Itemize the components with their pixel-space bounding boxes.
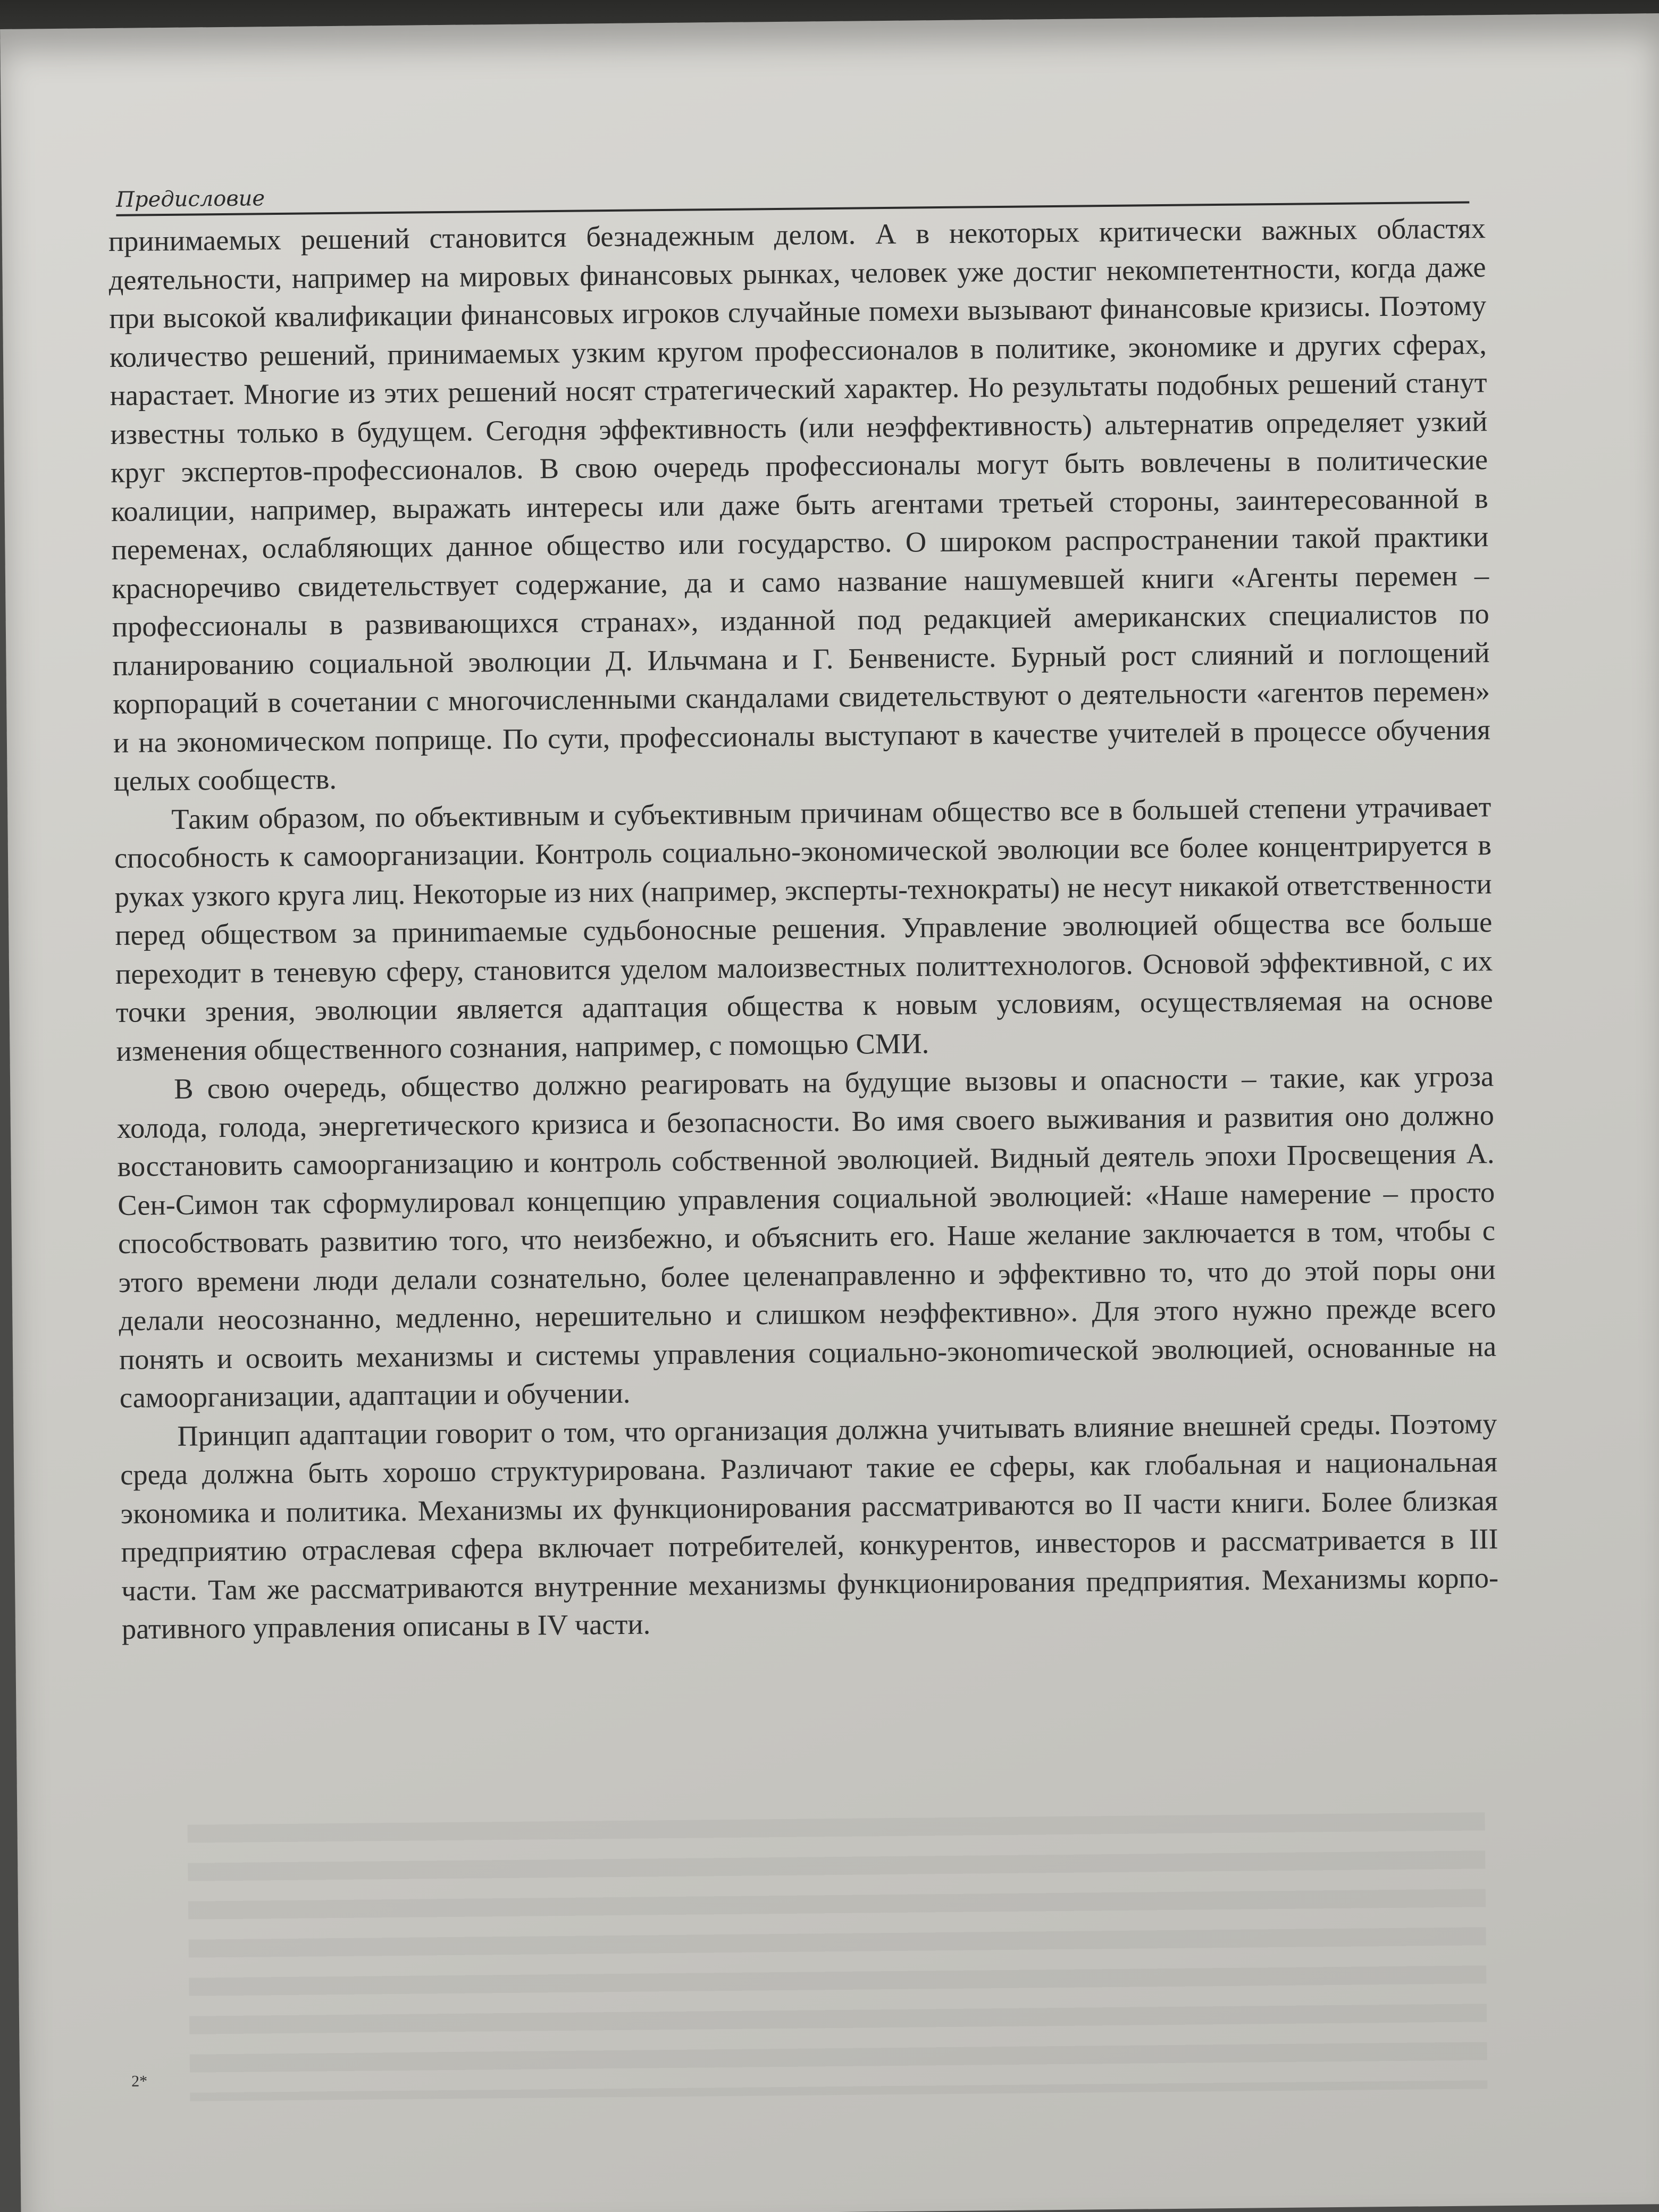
book-page: [0, 13, 1659, 2212]
show-through-bleed: [188, 1812, 1488, 2101]
signature-mark: 2*: [131, 2072, 148, 2090]
paragraph: Принцип адаптации говорит о том, что организация должна учитывать влияние внешней среды. Поэтому среда должна быть хорошо структурирована. Различают такие ее сферы, как глобальная и национальная экономика и политика. Механизмы их функционирования рассматриваются во II части книги. Более близкая предприятию отраслевая сфера включает потребителей, конкурентов, инвесторов и рассматривается в III части. Там же рассматриваются внутренние механизмы функционирования предприятия. Механизмы корпоративного управления описаны в IV части.: [120, 1406, 1499, 1645]
body-text: [108, 209, 1499, 1648]
paragraph: В свою очередь, общество должно реагировать на будущие вызовы и опасности – такие, как угроза холода, голода, энергетического кризиса и безопасности. Во имя своего выживания и развития оно должно восстановить самоорганизацию и контроль собственной эволюцией. Видный деятель эпохи Просвещения А. Сен-Симон так сформулировал концепцию управления социальной эволюцией: «Наше намерение – просто способствовать развитию того, что неизбежно, и объяснить его. Наше желание заключается в том, чтобы с этого времени люди делали сознательно, более целенаправленно и эффективно то, что до этой поры они делали неосознанно, медленно, нерешительно и слишком неэффективно». Для этого нужно прежде всего понять и освоить механизмы и системы управления социально-эконоmической эволюцией, основанные на самоорганизации, адаптации и обучении.: [116, 1060, 1497, 1414]
running-header: [116, 158, 1470, 216]
paragraph: Таким образом, по объективным и субъективным причинам общество все в большей степени утрачивает способность к самоорганизации. Контроль социально-экономической эволюции все более концентрируется в руках узкого круга лиц. Некоторые из них (например, эксперты-технократы) не несут никакой ответственности перед обществом за приниmaемые судьбоносные решения. Управление эволюцией общества все больше переходит в теневую сферу, становится уделом малоизвестных политтехнологов. Основой эффективной, с их точки зрения, эволюции является адаптация общества к новым условиям, осуществляемая на основе изменения общественного сознания, например, с помощью СМИ.: [114, 790, 1493, 1067]
paragraph: принимаемых решений становится безнадежным делом. А в некоторых критически важных областях деятельности, например на мировых финансовых рынках, человек уже достиг некомпетентности, когда даже при высокой квалификации финансовых игроков случайные помехи вызывают финансовые кризисы. Поэтому количество решений, принимаемых узким кругом профессионалов в политике, экономике и других сферах, нарастает. Многие из этих решений носят стратегический характер. Но результаты подобных решений станут известны только в будущем. Сегодня эффективность (или неэффективность) альтернатив определяет узкий круг экспертов-профессионалов. В свою очередь профессионалы могут быть вовлечены в политические коалиции, например, выражать интересы или даже быть агентами третьей стороны, заинтересованной в переменах, ослабляющих данное общество или государство. О широком распространении такой практики красноречиво свидетельствует содержание, да и само название нашумевшей книги «Агенты перемен – профессионалы в развивающихся странах», изданной под редакцией американских специалистов по планированию социальной эволюции Д. Ильчмана и Г. Бенвенисте. Бурный рост слияний и поглощений корпораций в сочетании с многочисленными скандалами свидетельствуют о деятельности «агентов перемен» и на экономическом поприще. По сути, профессионалы выступают в качестве учителей в процессе обучения целых сообществ.: [108, 212, 1491, 797]
running-header-title: Предисловие: [115, 186, 265, 212]
